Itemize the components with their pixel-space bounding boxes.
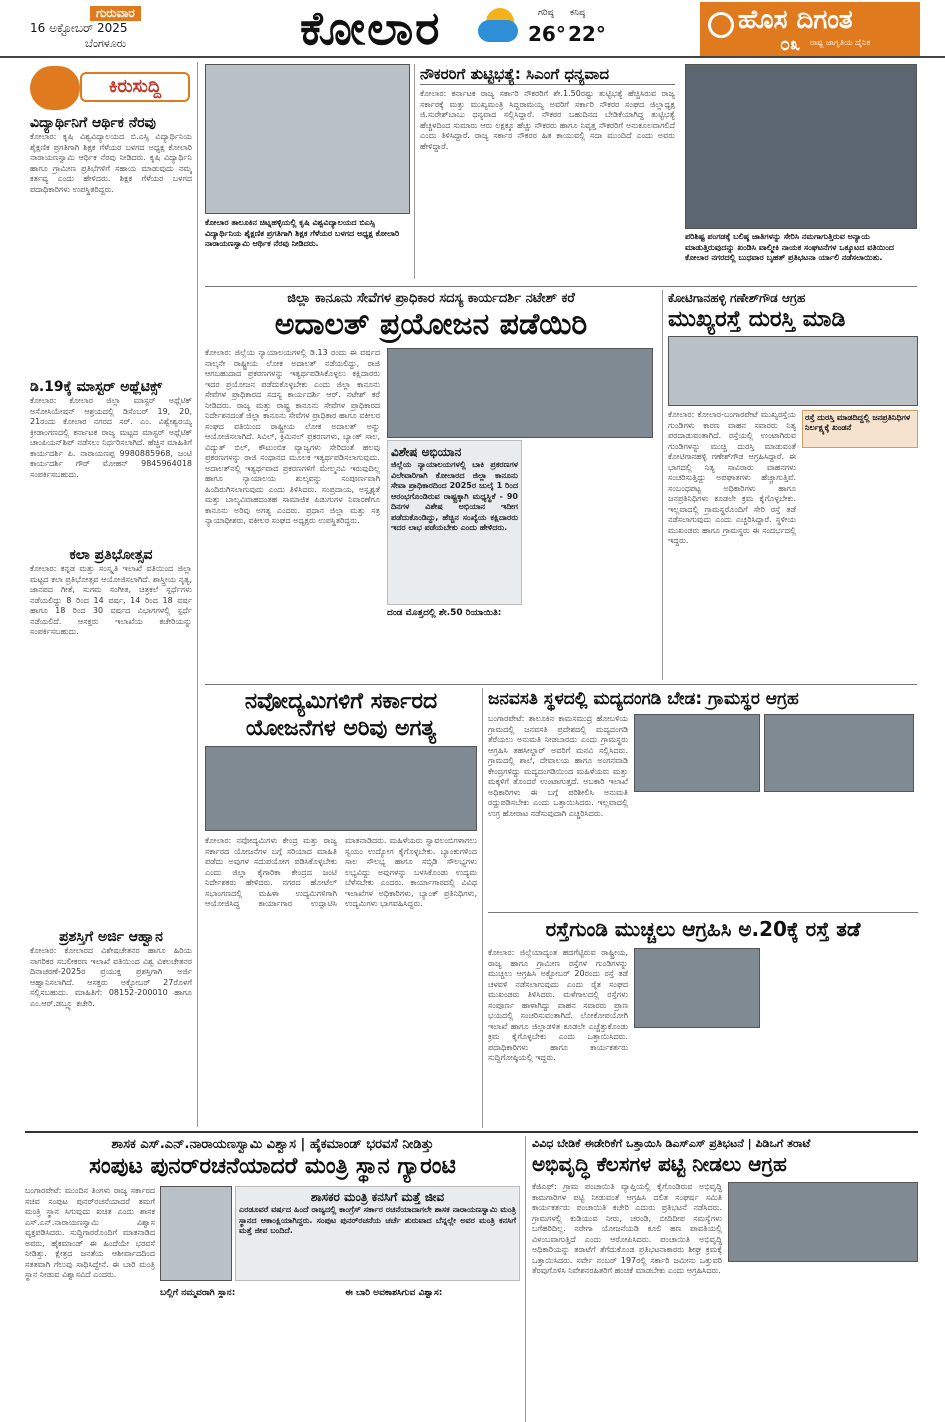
photo-caption: ಕೋಲಾರ ತಾಲೂಕಿನ ಚಿಟ್ನಹಳ್ಳಿಯಲ್ಲಿ ಕೃಷಿ ವಿಶ್ವವಿದ್ಯಾಲಯದ ಬಿಎಸ್ಸಿ ವಿದ್ಯಾರ್ಥಿನಿಯ ಶೈಕ್ಷಣಿಕ ಪ್ರಗತಿಗಾಗಿ ಶಿಕ್ಷಕ ಗೆಳೆಯರ ಬಳಗದ ಅಧ್ಯಕ್ಷ ಕೋಲಾರಿ ನಾರಾಯಣಸ್ವಾಮಿ ಆರ್ಥಿಕ ನೆರವು ನೀಡಿದರು. [205,218,400,248]
column-divider [482,688,483,1128]
story-liquor [488,688,918,908]
road-note-box: ರಸ್ತೆ ದುರಸ್ತಿ ಮಾಡದಿದ್ದಲ್ಲಿ ಜನಪ್ರತಿನಿಧಿಗಳ ನಿರ್ಲಕ್ಷ್ಯಕ್ಕೆ ಖಂಡನೆ [802,410,918,448]
workshop-photo [205,746,477,831]
story-minister [25,1136,520,1422]
damaged-road-photo [668,336,918,406]
kicker: ಶಾಸಕ ಎಸ್.ಎನ್.ನಾರಾಯಣಸ್ವಾಮಿ ವಿಶ್ವಾಸ | ಹೈಕಮಾಂಡ್ ಭರವಸೆ ನೀಡಿತ್ತು [111,1137,434,1152]
minister-dream-box [235,1186,520,1281]
story-naukari [420,64,675,284]
photo-caption: ಪರಿಶಿಷ್ಟ ಪಂಗಡಕ್ಕೆ ಬಲಿಷ್ಠ ಜಾತಿಗಳನ್ನು ಸೇರಿಸಿ ನಮಗಾಗುತ್ತಿರುವ ಅನ್ಯಾಯ ಮಾಡುತ್ತಿರುವುದನ್ನು ಖಂಡಿಸಿ ವಾಲ್ಮೀಕಿ ನಾಯಕ ಸಂಘಟನೆಗಳ ಒಕ್ಕೂಟದ ವತಿಯಿಂದ ಕೋಲಾರ ನಗರದಲ್ಲಿ ಬುಧವಾರ ಬೃಹತ್ ಪ್ರತಿಭಟನಾ ರ್ಯಾಲಿ ನಡೆಸಲಾಯಿತು. [685,232,894,262]
kicker: ವಿವಿಧ ಬೇಡಿಕೆ ಈಡೇರಿಕೆಗೆ ಒತ್ತಾಯಿಸಿ ಡಿಎಸ್‌ಎಸ್ ಪ್ರತಿಭಟನೆ | ಪಿಡಿಒಗೆ ತರಾಟೆ [532,1137,811,1150]
headline: ಅಭಿವೃದ್ಧಿ ಕೆಲಸಗಳ ಪಟ್ಟಿ ನೀಡಲು ಆಗ್ರಹ [532,1152,787,1176]
article-body: ಬಂಗಾರಪೇಟೆ: ತಾಲೂಕಿನ ಕಾಮಸಮುದ್ರ ಹೋಬಳಿಯ ಗ್ರಾಮದಲ್ಲಿ ಜನವಸತಿ ಪ್ರದೇಶದಲ್ಲಿ ಮದ್ಯದಂಗಡಿ ತೆರೆಯಲು ಅನುಮತಿ ನೀಡಬಾರದು ಎಂದು ಗ್ರಾಮಸ್ಥರು ಆಗ್ರಹಿಸಿ ತಹಸೀಲ್ದಾರ್ ಅವರಿಗೆ ಮನವಿ ಸಲ್ಲಿಸಿದರು. ಗ್ರಾಮದಲ್ಲಿ ಶಾಲೆ, ದೇವಾಲಯ ಹಾಗೂ ಅಂಗನವಾಡಿ ಕೇಂದ್ರಗಳಿದ್ದು ಮದ್ಯದಂಗಡಿಯಿಂದ ಮಹಿಳೆಯರು ಮತ್ತು ಮಕ್ಕಳಿಗೆ ತೊಂದರೆ ಉಂಟಾಗುತ್ತದೆ. ಅಬಕಾರಿ ಇಲಾಖೆ ಅಧಿಕಾರಿಗಳು ಈ ಬಗ್ಗೆ ಪರಿಶೀಲಿಸಿ ಅನುಮತಿ ರದ್ದುಪಡಿಸಬೇಕು ಎಂದು ಒತ್ತಾಯಿಸಿದರು. ಇಲ್ಲವಾದಲ್ಲಿ ಉಗ್ರ ಹೋರಾಟ ನಡೆಸುವುದಾಗಿ ಎಚ್ಚರಿಸಿದರು. [488,714,628,818]
article-body: ಕೋಲಾರ: ಜಿಲ್ಲೆಯ ನ್ಯಾಯಾಲಯಗಳಲ್ಲಿ ಡಿ.13 ರಂದು ಈ ವರ್ಷದ ನಾಲ್ಕನೇ ರಾಷ್ಟ್ರೀಯ ಲೋಕ ಅದಾಲತ್ ನಡೆಯಲಿದ್ದು, ರಾಜಿ ಆಗಬಹುದಾದ ಪ್ರಕರಣಗಳನ್ನು ಇತ್ಯರ್ಥಪಡಿಸಿಕೊಳ್ಳಲು ಕಕ್ಷಿದಾರರು ಇದರ ಪ್ರಯೋಜನ ಪಡೆದುಕೊಳ್ಳಬೇಕು ಎಂದು ಜಿಲ್ಲಾ ಕಾನೂನು ಸೇವೆಗಳ ಪ್ರಾಧಿಕಾರದ ಸದಸ್ಯ ಕಾರ್ಯದರ್ಶಿ ಆರ್. ನಟೇಶ್ ಕರೆ ನೀಡಿದರು. ರಾಜ್ಯ ಮತ್ತು ರಾಷ್ಟ್ರ ಕಾನೂನು ಸೇವೆಗಳ ಪ್ರಾಧಿಕಾರದ ನಿರ್ದೇಶನದಂತೆ ಜಿಲ್ಲಾ ಕಾನೂನು ಸೇವೆಗಳ ಪ್ರಾಧಿಕಾರ ಹಾಗೂ ವಕೀಲರ ಸಂಘದ ವತಿಯಿಂದ ರಾಷ್ಟ್ರೀಯ ಲೋಕ ಅದಾಲತ್ ಅನ್ನು ಆಯೋಜಿಸಲಾಗಿದೆ. ಸಿವಿಲ್, ಕ್ರಿಮಿನಲ್ ಪ್ರಕರಣಗಳು, ಬ್ಯಾಂಕ್ ಸಾಲ, ವಿದ್ಯುತ್ ಬಿಲ್, ಕೌಟುಂಬಿಕ ವ್ಯಾಜ್ಯಗಳು ಸೇರಿದಂತೆ ಹಲವು ಪ್ರಕರಣಗಳನ್ನು ರಾಜಿ ಸಂಧಾನದ ಮೂಲಕ ಇತ್ಯರ್ಥಪಡಿಸಲಾಗುವುದು. ಅದಾಲತ್‌ನಲ್ಲಿ ಇತ್ಯರ್ಥವಾದ ಪ್ರಕರಣಗಳಿಗೆ ಮೇಲ್ಮನವಿ ಇರುವುದಿಲ್ಲ ಹಾಗೂ ನ್ಯಾಯಾಲಯ ಶುಲ್ಕವನ್ನು ಸಂಪೂರ್ಣವಾಗಿ ಹಿಂದಿರುಗಿಸಲಾಗುವುದು ಎಂದು ತಿಳಿಸಿದರು. ಸಂಪ್ರದಾಯ, ಅಸ್ಪೃಶ್ಯತೆ ಮತ್ತು ಬಾಲ್ಯವಿವಾಹದಂತಹ ಸಾಮಾಜಿಕ ಪಿಡುಗುಗಳ ನಿವಾರಣೆಗೂ ಕಾನೂನು ಅರಿವು ಅಗತ್ಯ ಎಂದರು. ಪ್ರಧಾನ ಜಿಲ್ಲಾ ಮತ್ತು ಸತ್ರ ನ್ಯಾಯಾಧೀಶರು, ವಕೀಲರ ಸಂಘದ ಅಧ್ಯಕ್ಷರು ಉಪಸ್ಥಿತರಿದ್ದರು. [205,348,380,525]
column-divider [197,62,198,1127]
row-divider [205,684,917,685]
brand-logo-icon [708,12,734,38]
brief-body: ಕೋಲಾರ: ಕೃಷಿ ವಿಶ್ವವಿದ್ಯಾಲಯದ ಬಿ.ಎಸ್ಸಿ ವಿದ್ಯಾರ್ಥಿನಿಯ ಶೈಕ್ಷಣಿಕ ಪ್ರಗತಿಗಾಗಿ ಶಿಕ್ಷಕ ಗೆಳೆಯರ ಬಳಗದ ಅಧ್ಯಕ್ಷ ಕೋಲಾರಿ ನಾರಾಯಣಸ್ವಾಮಿ ಆರ್ಥಿಕ ನೆರವು ನೀಡಿದರು. ಕೃಷಿ ವಿದ್ಯಾರ್ಥಿನಿ ಹಾಗೂ ಗ್ರಾಮೀಣ ಪ್ರತಿಭೆಗಳಿಗೆ ಸಹಾಯ ಮಾಡುವುದು ನಮ್ಮ ಕರ್ತವ್ಯ ಎಂದು ಹೇಳಿದರು. ಶಿಕ್ಷಕ ಗೆಳೆಯರ ಬಳಗದ ಪದಾಧಿಕಾರಿಗಳು ಉಪಸ್ಥಿತರಿದ್ದರು. [30,132,192,194]
brief-4 [30,928,192,1108]
brief-title: ವಿದ್ಯಾರ್ಥಿನಿಗೆ ಆರ್ಥಿಕ ನೆರವು [30,115,156,131]
headline: ನೌಕರರಿಗೆ ತುಟ್ಟಿಭತ್ಯೆ: ಸಿಎಂಗೆ ಧನ್ಯವಾದ [420,64,675,85]
brief-body: ಕೋಲಾರ: ಕನ್ನಡ ಮತ್ತು ಸಂಸ್ಕೃತಿ ಇಲಾಖೆ ವತಿಯಿಂದ ಜಿಲ್ಲಾ ಮಟ್ಟದ ಕಲಾ ಪ್ರತಿಭೋತ್ಸವ ಆಯೋಜಿಸಲಾಗಿದೆ. ಶಾಸ್ತ್ರೀಯ ನೃತ್ಯ, ಜಾನಪದ ಗೀತೆ, ಸುಗಮ ಸಂಗೀತ, ಚಿತ್ರಕಲೆ ಸ್ಪರ್ಧೆಗಳು ನಡೆಯಲಿದ್ದು 8 ರಿಂದ 14 ವರ್ಷ, 14 ರಿಂದ 18 ವರ್ಷ ಹಾಗೂ 18 ರಿಂದ 30 ವರ್ಷದ ವಿಭಾಗಗಳಲ್ಲಿ ಸ್ಪರ್ಧೆ ನಡೆಯಲಿದೆ. ಆಸಕ್ತರು ಇಲಾಖೆಯ ಕಚೇರಿಯನ್ನು ಸಂಪರ್ಕಿಸಬಹುದು. [30,564,192,636]
page-number: ೦೩ [780,34,801,55]
story-road [668,290,918,680]
kirusuddi-label: ಕಿರುಸುದ್ದಿ [80,72,190,102]
tahsildar-memorandum-photo [764,714,914,792]
max-temp: 26° [528,22,566,46]
box-subheading: ದಂಡ ಮೊತ್ತದಲ್ಲಿ ಶೇ.50 ರಿಯಾಯಿತಿ: [387,608,502,618]
hand-icon [30,66,80,110]
story-dss [532,1136,918,1422]
row-divider [488,912,918,913]
masthead-city: ಬೆಂಗಳೂರು [85,37,127,50]
article-body: ಕೆಜಿಎಫ್: ಗ್ರಾಮ ಪಂಚಾಯಿತಿ ವ್ಯಾಪ್ತಿಯಲ್ಲಿ ಕೈಗೊಂಡಿರುವ ಅಭಿವೃದ್ಧಿ ಕಾಮಗಾರಿಗಳ ಪಟ್ಟಿ ನೀಡುವಂತೆ ಆಗ್ರಹಿಸಿ ದಲಿತ ಸಂಘರ್ಷ ಸಮಿತಿ ಕಾರ್ಯಕರ್ತರು ಪಂಚಾಯಿತಿ ಕಚೇರಿ ಎದುರು ಪ್ರತಿಭಟನೆ ನಡೆಸಿದರು. ಗ್ರಾಮಗಳಲ್ಲಿ ಕುಡಿಯುವ ನೀರು, ಚರಂಡಿ, ಬೀದಿದೀಪ ಸಮಸ್ಯೆಗಳು ಬಗೆಹರಿದಿಲ್ಲ. ನರೇಗಾ ಯೋಜನೆಯಡಿ ಕೂಲಿ ಹಣ ಪಾವತಿಯಲ್ಲಿ ವಿಳಂಬವಾಗುತ್ತಿದೆ ಎಂದು ಆರೋಪಿಸಿದರು. ಪಂಚಾಯಿತಿ ಅಭಿವೃದ್ಧಿ ಅಧಿಕಾರಿಯನ್ನು ತರಾಟೆಗೆ ತೆಗೆದುಕೊಂಡ ಪ್ರತಿಭಟನಾಕಾರರು ಶೀಘ್ರ ಕ್ರಮಕ್ಕೆ ಒತ್ತಾಯಿಸಿದರು. ಸರ್ವೇ ನಂಬರ್ 197ರಲ್ಲಿ ಸರ್ಕಾರಿ ಜಮೀನು ಒತ್ತುವರಿ ತೆರವುಗೊಳಿಸಿ ನಿವೇಶನರಹಿತರಿಗೆ ಹಂಚಿಕೆ ಮಾಡಬೇಕು ಎಂದು ಆಗ್ರಹಿಸಿದರು. [532,1182,722,1275]
brief-3 [30,546,192,922]
story-protest-photo [685,64,917,284]
box-title: ವಿಶೇಷ ಅಭಿಯಾನ [391,445,462,459]
article-body: ಬಂಗಾರಪೇಟೆ: ಮುಂದಿನ ತಿಂಗಳು ರಾಜ್ಯ ಸರ್ಕಾರದ ಸಚಿವ ಸಂಪುಟ ಪುನರ್‌ರಚನೆಯಾದರೆ ತಮಗೆ ಮಂತ್ರಿ ಸ್ಥಾನ ಸಿಗುವುದು ಖಚಿತ ಎಂದು ಶಾಸಕ ಎಸ್.ಎನ್.ನಾರಾಯಣಸ್ವಾಮಿ ವಿಶ್ವಾಸ ವ್ಯಕ್ತಪಡಿಸಿದರು. ಸುದ್ದಿಗಾರರೊಂದಿಗೆ ಮಾತನಾಡಿದ ಅವರು, ಹೈಕಮಾಂಡ್ ಈ ಹಿಂದೆಯೇ ಭರವಸೆ ನೀಡಿತ್ತು. ಕ್ಷೇತ್ರದ ಜನತೆಯ ಆಶೀರ್ವಾದದಿಂದ ಸತತವಾಗಿ ಗೆಲುವು ಸಾಧಿಸಿದ್ದೇನೆ. ಈ ಬಾರಿ ಮಂತ್ರಿ ಸ್ಥಾನ ನೀಡುವ ವಿಶ್ವಾಸವಿದೆ ಎಂದರು. [25,1186,155,1279]
article-body: ಕೋಲಾರ: ಕರ್ನಾಟಕ ರಾಜ್ಯ ಸರ್ಕಾರಿ ನೌಕರರಿಗೆ ಶೇ.1.50ರಷ್ಟು ತುಟ್ಟಿಭತ್ಯೆ ಹೆಚ್ಚಿಸಿರುವ ರಾಜ್ಯ ಸರ್ಕಾರಕ್ಕೆ ಮತ್ತು ಮುಖ್ಯಮಂತ್ರಿ ಸಿದ್ದರಾಮಯ್ಯ ಅವರಿಗೆ ಸರ್ಕಾರಿ ನೌಕರರ ಸಂಘದ ಜಿಲ್ಲಾಧ್ಯಕ್ಷ ಜಿ.ಸುರೇಶ್‌ಬಾಬು ಧನ್ಯವಾದ ಸಲ್ಲಿಸಿದ್ದಾರೆ. ನೌಕರರ ಬಹುದಿನದ ಬೇಡಿಕೆಯಾಗಿದ್ದ ತುಟ್ಟಿಭತ್ಯೆ ಹೆಚ್ಚಳದಿಂದ ಸುಮಾರು ಆರು ಲಕ್ಷಕ್ಕೂ ಹೆಚ್ಚು ನೌಕರರು ಹಾಗೂ ನಿವೃತ್ತ ನೌಕರರಿಗೆ ಅನುಕೂಲವಾಗಲಿದೆ ಎಂದು ತಿಳಿಸಿದ್ದಾರೆ. ರಾಜ್ಯ ಸರ್ಕಾರ ನೌಕರರ ಹಿತ ಕಾಯುವಲ್ಲಿ ಸದಾ ಮುಂದಿದೆ ಎಂದು ಅವರು ಹೇಳಿದ್ದಾರೆ. [420,89,675,151]
article-body: ಕೋಲಾರ: ಕೋಲಾರ-ಬಂಗಾರಪೇಟೆ ಮುಖ್ಯರಸ್ತೆಯ ಗುಂಡಿಗಳು ಕಾರಣ ವಾಹನ ಸವಾರರು ನಿತ್ಯ ಪರದಾಡುವಂತಾಗಿದೆ. ರಸ್ತೆಯಲ್ಲಿ ಉಂಟಾಗಿರುವ ಗುಂಡಿಗಳನ್ನು ಮುಚ್ಚಿ ದುರಸ್ತಿ ಮಾಡುವಂತೆ ಕೋಟಿಗಾನಹಳ್ಳಿ ಗಣೇಶ್‌ಗೌಡ ಆಗ್ರಹಿಸಿದ್ದಾರೆ. ಈ ಭಾಗದಲ್ಲಿ ನಿತ್ಯ ಸಾವಿರಾರು ವಾಹನಗಳು ಸಂಚರಿಸುತ್ತಿದ್ದು ಅಪಘಾತಗಳು ಹೆಚ್ಚಾಗುತ್ತಿವೆ. ಸಂಬಂಧಪಟ್ಟ ಅಧಿಕಾರಿಗಳು ಹಾಗೂ ಜನಪ್ರತಿನಿಧಿಗಳು ಕೂಡಲೇ ಕ್ರಮ ಕೈಗೊಳ್ಳಬೇಕು. ಇಲ್ಲವಾದಲ್ಲಿ ಗ್ರಾಮಸ್ಥರೊಂದಿಗೆ ಸೇರಿ ರಸ್ತೆ ತಡೆ ನಡೆಸಲಾಗುವುದು ಎಂದು ಎಚ್ಚರಿಸಿದ್ದಾರೆ. ಸ್ಥಳೀಯ ಮುಖಂಡರು ಹಾಗೂ ಗ್ರಾಮಸ್ಥರು ಈ ಸಂದರ್ಭದಲ್ಲಿ ಇದ್ದರು. [668,410,796,545]
headline: ಜನವಸತಿ ಸ್ಥಳದಲ್ಲಿ ಮದ್ಯದಂಗಡಿ ಬೇಡ: ಗ್ರಾಮಸ್ಥರ ಆಗ್ರಹ [488,689,799,709]
column-divider [525,1136,526,1422]
cloud-icon [478,20,518,42]
column-divider [662,290,663,680]
protest-rally-photo [685,64,917,229]
story-rastaroko [488,916,918,1126]
box-title: ಶಾಸಕರ ಮಂತ್ರಿ ಕನಸಿಗೆ ಮತ್ತೆ ಜೀವ [310,1190,445,1204]
brief-title: ಕಲಾ ಪ್ರತಿಭೋತ್ಸವ [69,547,153,563]
mla-portrait [160,1186,232,1281]
brief-title: ಪ್ರಶಸ್ತಿಗೆ ಅರ್ಜಿ ಆಹ್ವಾನ [59,929,163,945]
kirusuddi-logo [30,66,190,110]
story-top-left [205,64,410,284]
weather-widget [478,4,608,54]
row-divider [205,286,917,287]
masthead-date: 16 ಅಕ್ಟೋಬರ್ 2025 [30,21,128,35]
edition-title: ಕೋಲಾರ [300,1,442,55]
newspaper-brand [700,2,920,56]
masthead-day: ಗುರುವಾರ [90,6,141,21]
box-body: ಜಿಲ್ಲೆಯ ನ್ಯಾಯಾಲಯಗಳಲ್ಲಿ ಬಾಕಿ ಪ್ರಕರಣಗಳ ವಿಲೇವಾರಿಗಾಗಿ ಕೋಲಾರದ ಜಿಲ್ಲಾ ಕಾನೂನು ಸೇವಾ ಪ್ರಾಧಿಕಾರದಿಂದ 2025ರ ಜುಲೈ 1 ರಿಂದ ಆರಂಭಗೊಂಡಿರುವ ರಾಷ್ಟ್ರಕ್ಕಾಗಿ ಮಧ್ಯಸ್ಥಿಕೆ - 90 ದಿನಗಳ ವಿಶೇಷ ಅಭಿಯಾನ ಇದೀಗ ಪಡೆದುಕೊಂಡಿದ್ದು, ಹೆಚ್ಚಿನ ಸಂಖ್ಯೆಯ ಕಕ್ಷಿದಾರರು ಇದರ ಲಾಭ ಪಡೆಯಬೇಕು ಎಂದು ಹೇಳಿದರು. [391,460,518,532]
brief-title: ಡಿ.19ಕ್ಕೆ ಮಾಸ್ಟರ್ ಅಥ್ಲೆಟಿಕ್ಸ್ [30,379,163,395]
headline: ಸಂಪುಟ ಪುನರ್‌ರಚನೆಯಾದರೆ ಮಂತ್ರಿ ಸ್ಥಾನ ಗ್ಯಾರಂಟಿ [89,1154,456,1179]
max-temp-label: ಗರಿಷ್ಠ [538,8,554,18]
kicker: ಕೋಟಿಗಾನಹಳ್ಳಿ ಗಣೇಶ್‌ಗೌಡ ಆಗ್ರಹ [668,291,806,305]
subheading: ಬಲ್ಲಿಗೆ ನಮ್ಮವರಾಗಿ ಸ್ಥಾನ: [160,1288,236,1298]
brief-body: ಕೋಲಾರ: ಕೋಲಾರದ ವಿಶೇಷಚೇತನರ ಹಾಗೂ ಹಿರಿಯ ನಾಗರಿಕರ ಸಬಲೀಕರಣ ಇಲಾಖೆ ವತಿಯಿಂದ ವಿಶ್ವ ವಿಕಲಚೇತನರ ದಿನಾಚರಣೆ-2025ರ ಪ್ರಯುಕ್ತ ಪ್ರಶಸ್ತಿಗಾಗಿ ಅರ್ಜಿ ಆಹ್ವಾನಿಸಲಾಗಿದೆ. ಆಸಕ್ತರು ಅಕ್ಟೋಬರ್ 27ರೊಳಗೆ ಸಲ್ಲಿಸಬಹುದು. ಮಾಹಿತಿಗೆ: 08152-200010 ಹಾಗೂ ಎಂ.ಆರ್.ಡಬ್ಲ್ಯೂ ಕಚೇರಿ. [30,946,192,1008]
brand-name: ಹೊಸ ದಿಗಂತ [738,5,853,35]
headline: ನವೋದ್ಯಮಿಗಳಿಗೆ ಸರ್ಕಾರದ ಯೋಜನೆಗಳ ಅರಿವು ಅಗತ್ಯ [244,689,438,741]
story-adalat [205,290,657,680]
subheading: ಈ ಬಾರಿ ಅವಕಾಶಸಿಗುವ ವಿಶ್ವಾಸ: [345,1288,443,1298]
headline: ರಸ್ತೆಗುಂಡಿ ಮುಚ್ಚಲು ಆಗ್ರಹಿಸಿ ಅ.20ಕ್ಕೆ ರಸ್ತೆ ತಡೆ [545,917,861,941]
villagers-petition-photo [634,714,760,792]
article-body: ಕೋಲಾರ: ಜಿಲ್ಲೆಯಾದ್ಯಂತ ಹದಗೆಟ್ಟಿರುವ ರಾಷ್ಟ್ರೀಯ, ರಾಜ್ಯ ಹಾಗೂ ಗ್ರಾಮೀಣ ರಸ್ತೆಗಳ ಗುಂಡಿಗಳನ್ನು ಮುಚ್ಚಲು ಆಗ್ರಹಿಸಿ ಅಕ್ಟೋಬರ್ 20ರಂದು ರಸ್ತೆ ತಡೆ ಚಳವಳಿ ನಡೆಸಲಾಗುವುದು ಎಂದು ರೈತ ಸಂಘದ ಮುಖಂಡರು ತಿಳಿಸಿದರು. ಮಳೆಗಾಲದಲ್ಲಿ ರಸ್ತೆಗಳು ಸಂಪೂರ್ಣ ಹಾಳಾಗಿದ್ದು ವಾಹನ ಸವಾರರು ಪ್ರಾಣ ಭಯದಲ್ಲಿ ಸಂಚರಿಸುವಂತಾಗಿದೆ. ಲೋಕೋಪಯೋಗಿ ಇಲಾಖೆ ಹಾಗೂ ಜಿಲ್ಲಾಡಳಿತ ಕೂಡಲೇ ಎಚ್ಚೆತ್ತುಕೊಂಡು ಕ್ರಮ ಕೈಗೊಳ್ಳಬೇಕು ಎಂದು ಒತ್ತಾಯಿಸಿದರು. ಪದಾಧಿಕಾರಿಗಳು ಹಾಗೂ ಕಾರ್ಯಕರ್ತರು ಸುದ್ದಿಗೋಷ್ಠಿಯಲ್ಲಿ ಇದ್ದರು. [488,948,628,1062]
adalat-meeting-photo [387,348,653,438]
special-campaign-box [387,440,522,605]
headline: ಅದಾಲತ್ ಪ್ರಯೋಜನ ಪಡೆಯಿರಿ [274,307,588,342]
kicker: ಜಿಲ್ಲಾ ಕಾನೂನು ಸೇವೆಗಳ ಪ್ರಾಧಿಕಾರ ಸದಸ್ಯ ಕಾರ್ಯದರ್ಶಿ ನಟೇಶ್ ಕರೆ [287,291,575,306]
press-meet-photo [634,948,760,1028]
masthead [0,0,945,58]
min-temp: 22° [568,22,606,46]
brief-body: ಕೋಲಾರ: ಕೋಲಾರ ಜಿಲ್ಲಾ ಮಾಸ್ಟರ್ ಅಥ್ಲೆಟಿಕ್ ಅಸೋಸಿಯೇಷನ್ ಆಶ್ರಯದಲ್ಲಿ ಡಿಸೆಂಬರ್ 19, 20, 21ರಂದು ಕೋಲಾರ ನಗರದ ಸರ್. ಎಂ. ವಿಶ್ವೇಶ್ವರಯ್ಯ ಕ್ರೀಡಾಂಗಣದಲ್ಲಿ ಕರ್ನಾಟಕ ರಾಜ್ಯ ಮಟ್ಟದ ಮಾಸ್ಟರ್ ಅಥ್ಲೆಟಿಕ್ ಚಾಂಪಿಯನ್‌ಶಿಪ್ ನಡೆಸಲು ನಿರ್ಧರಿಸಲಾಗಿದೆ. ಹೆಚ್ಚಿನ ಮಾಹಿತಿಗೆ ಕಾರ್ಯದರ್ಶಿ ಪಿ. ನಾರಾಯಣಪ್ಪ 9980885968, ಜಂಟಿ ಕಾರ್ಯದರ್ಶಿ ಗೌರ್ ಮೋಹನ್ 9845964018 ಸಂಪರ್ಕಿಸಬಹುದು. [30,396,192,479]
article-body: ಕೋಲಾರ: ನವೋದ್ಯಮಿಗಳು ಕೇಂದ್ರ ಮತ್ತು ರಾಜ್ಯ ಸರ್ಕಾರದ ಯೋಜನೆಗಳ ಬಗ್ಗೆ ಸರಿಯಾದ ಮಾಹಿತಿ ಪಡೆದು ಅವುಗಳ ಸದುಪಯೋಗ ಪಡಿಸಿಕೊಳ್ಳಬೇಕು ಎಂದು ಜಿಲ್ಲಾ ಕೈಗಾರಿಕಾ ಕೇಂದ್ರದ ಜಂಟಿ ನಿರ್ದೇಶಕರು ಹೇಳಿದರು. ನಗರದ ಹೋಟೆಲ್ ಸಭಾಂಗಣದಲ್ಲಿ ಮಹಿಳಾ ಉದ್ಯಮಿಗಳಿಗಾಗಿ ಆಯೋಜಿಸಿದ್ದ ಕಾರ್ಯಾಗಾರ ಉದ್ಘಾಟಿಸಿ ಮಾತನಾಡಿದರು. ಮಹಿಳೆಯರು ಸ್ವಾವಲಂಬಿಗಳಾಗಲು ಸ್ವಯಂ ಉದ್ಯೋಗ ಕೈಗೊಳ್ಳಬೇಕು. ಬ್ಯಾಂಕುಗಳಿಂದ ಸಾಲ ಸೌಲಭ್ಯ ಹಾಗೂ ಸಬ್ಸಿಡಿ ಸೌಲಭ್ಯಗಳು ಲಭ್ಯವಿದ್ದು ಅವುಗಳನ್ನು ಬಳಸಿಕೊಂಡು ಉದ್ಯಮ ಬೆಳೆಸಬೇಕು ಎಂದರು. ಕಾರ್ಯಾಗಾರದಲ್ಲಿ ವಿವಿಧ ಇಲಾಖೆಗಳ ಅಧಿಕಾರಿಗಳು, ಬ್ಯಾಂಕ್ ಪ್ರತಿನಿಧಿಗಳು, ಉದ್ಯಮಿಗಳು ಭಾಗವಹಿಸಿದ್ದರು. [205,836,477,908]
dss-protest-photo [728,1182,918,1262]
box-body: ಎರಡೂವರೆ ವರ್ಷದ ಹಿಂದೆ ರಾಜ್ಯದಲ್ಲಿ ಕಾಂಗ್ರೆಸ್ ಸರ್ಕಾರ ರಚನೆಯಾದಾಗಲೇ ಶಾಸಕ ನಾರಾಯಣಸ್ವಾಮಿ ಮಂತ್ರಿ ಸ್ಥಾನದ ಆಕಾಂಕ್ಷಿಯಾಗಿದ್ದರು. ಸಂಪುಟ ಪುನರ್‌ರಚನೆಯ ಚರ್ಚೆ ಶುರುವಾದ ಬೆನ್ನಲ್ಲೇ ಅವರ ಮಂತ್ರಿ ಕನಸಿಗೆ ಮತ್ತೆ ಜೀವ ಬಂದಿದೆ. [239,1205,516,1235]
brief-1 [30,114,192,364]
headline: ಮುಖ್ಯರಸ್ತೆ ದುರಸ್ತಿ ಮಾಡಿ [668,307,846,332]
brand-tagline: ರಾಷ್ಟ್ರ ಜಾಗೃತಿಯ ದೈನಿಕ [810,38,871,47]
brief-2 [30,378,192,538]
min-temp-label: ಕನಿಷ್ಠ [570,8,586,18]
student-aid-photo [205,64,410,214]
column-divider [414,64,415,279]
story-women [205,688,477,1128]
row-divider [25,1131,918,1133]
masthead-dateline [30,6,190,52]
